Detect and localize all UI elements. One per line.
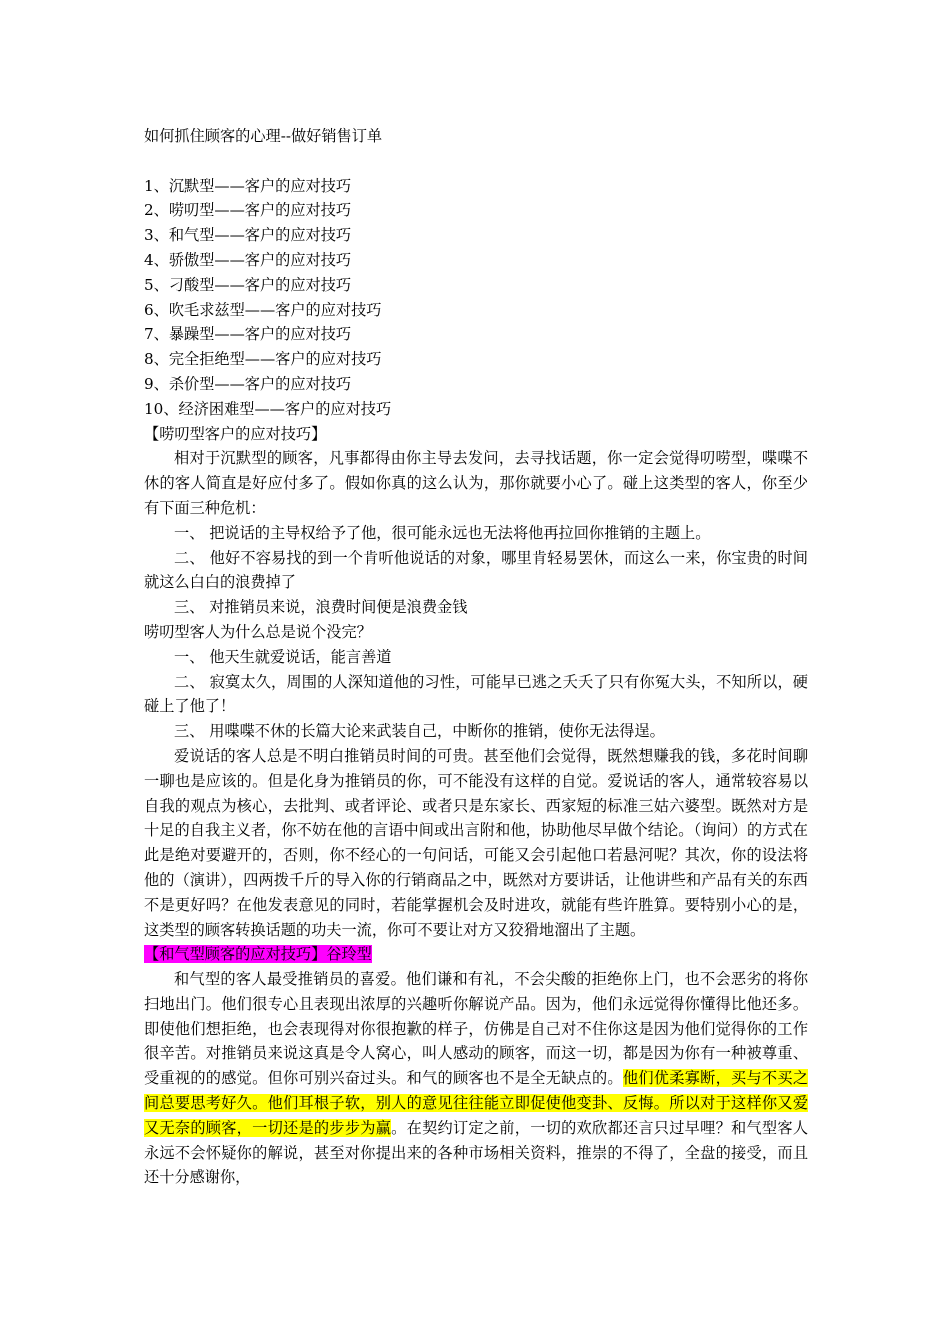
section-heading-friendly <box>144 942 808 967</box>
paragraph-friendly-end: 。在契约订定之前，一切的欢欣都还言只过早哩？和气型客人永远不会怀疑你的解说，甚至对你提出来的各种市场相关资料，推崇的不得了，全盘的接受，而且还十分感谢你， <box>144 1118 809 1187</box>
paragraph-reason-2: 二、 寂寞太久，周围的人深知道他的习性，可能早已逃之夭夭了只有你冤大头，不知所以，硬碰上了他了！ <box>144 672 808 716</box>
toc-item: 2、唠叨型——客户的应对技巧 <box>144 201 352 220</box>
toc-item: 3、和气型——客户的应对技巧 <box>144 226 352 245</box>
toc-item: 1、沉默型——客户的应对技巧 <box>144 176 352 195</box>
table-of-contents <box>144 174 808 422</box>
toc-item: 7、暴躁型——客户的应对技巧 <box>144 325 352 344</box>
toc-item: 10、经济困难型——客户的应对技巧 <box>144 399 392 418</box>
paragraph-reason-1: 一、 他天生就爱说话，能言善道 <box>174 647 392 666</box>
paragraph-intro: 相对于沉默型的顾客，凡事都得由你主导去发问，去寻找话题，你一定会觉得叨唠型，喋喋不休的客人简直是好应付多了。假如你真的这么认为，那你就要小心了。碰上这类型的客人，你至少有下面三种危机： <box>144 449 808 517</box>
paragraph-question: 唠叨型客人为什么总是说个没完？ <box>144 622 372 641</box>
paragraph-reason-3: 三、 用喋喋不休的长篇大论来武装自己，中断你的推销，使你无法得逞。 <box>174 722 665 741</box>
document-page <box>144 124 808 1190</box>
paragraph-friendly <box>144 967 808 1190</box>
paragraph-crisis-2: 二、 他好不容易找的到一个肯听他说话的对象，哪里肯轻易罢休，而这么一来，你宝贵的时间就这么白白的浪费掉了 <box>144 548 808 592</box>
highlighted-text: 他们优柔寡断，买与不买之间总要思考好久。他们耳根子软，别人的意见往往能立即促使他变卦、反悔。所以对于这样你又爱又无奈的顾客，一切还是的步步为赢 <box>144 1069 809 1137</box>
toc-item: 6、吹毛求兹型——客户的应对技巧 <box>144 300 382 319</box>
paragraph-advice: 爱说话的客人总是不明白推销员时间的可贵。甚至他们会觉得，既然想赚我的钱，多花时间聊一聊也是应该的。但是化身为推销员的你，可不能没有这样的自觉。爱说话的客人，通常较容易以自我的观点为核心，去批判、或者评论、或者只是东家长、西家短的标准三姑六婆型。既然对方是十足的自我主义者，你不妨在他的言语中间或出言附和他，协助他尽早做个结论。（询问）的方式在此是绝对要避开的，否则，你不经心的一句问话，可能又会引起他口若悬河呢？其次，你的设法将他的（演讲），四两拨千斤的导入你的行销商品之中，既然对方要讲话，让他讲些和产品有关的东西不是更好吗？在他发表意见的同时，若能掌握机会及时进攻，就能有些许胜算。要特别小心的是，这类型的顾客转换话题的功夫一流，你可不要让对方又狡猾地溜出了主题。 <box>144 746 808 939</box>
highlighted-heading: 【和气型顾客的应对技巧】 <box>144 945 327 964</box>
document-title: 如何抓住顾客的心理--做好销售订单 <box>144 127 383 145</box>
heading-tail: 谷玲型 <box>326 945 372 964</box>
paragraph-crisis-3: 三、 对推销员来说，浪费时间便是浪费金钱 <box>174 598 468 617</box>
toc-item: 4、骄傲型——客户的应对技巧 <box>144 250 352 269</box>
toc-item: 9、杀价型——客户的应对技巧 <box>144 374 352 393</box>
section-heading-talkative: 【唠叨型客户的应对技巧】 <box>144 424 327 443</box>
paragraph-crisis-1: 一、 把说话的主导权给予了他，很可能永远也无法将他再拉回你推销的主题上。 <box>174 523 711 542</box>
toc-item: 5、刁酸型——客户的应对技巧 <box>144 275 352 294</box>
toc-item: 8、完全拒绝型——客户的应对技巧 <box>144 350 382 369</box>
paragraph-friendly-start: 和气型的客人最受推销员的喜爱。他们谦和有礼，不会尖酸的拒绝你上门，也不会恶劣的将你扫地出门。他们很专心且表现出浓厚的兴趣听你解说产品。因为，他们永远觉得你懂得比他还多。即使他们想拒绝，也会表现得对你很抱歉的样子，仿佛是自己对不住你这是因为他们觉得你的工作很辛苦。对推销员来说这真是令人窝心，叫人感动的顾客，而这一切，都是因为你有一种被尊重、受重视的的感觉。但你可别兴奋过头。和气的顾客也不是全无缺点的。 <box>144 970 808 1088</box>
